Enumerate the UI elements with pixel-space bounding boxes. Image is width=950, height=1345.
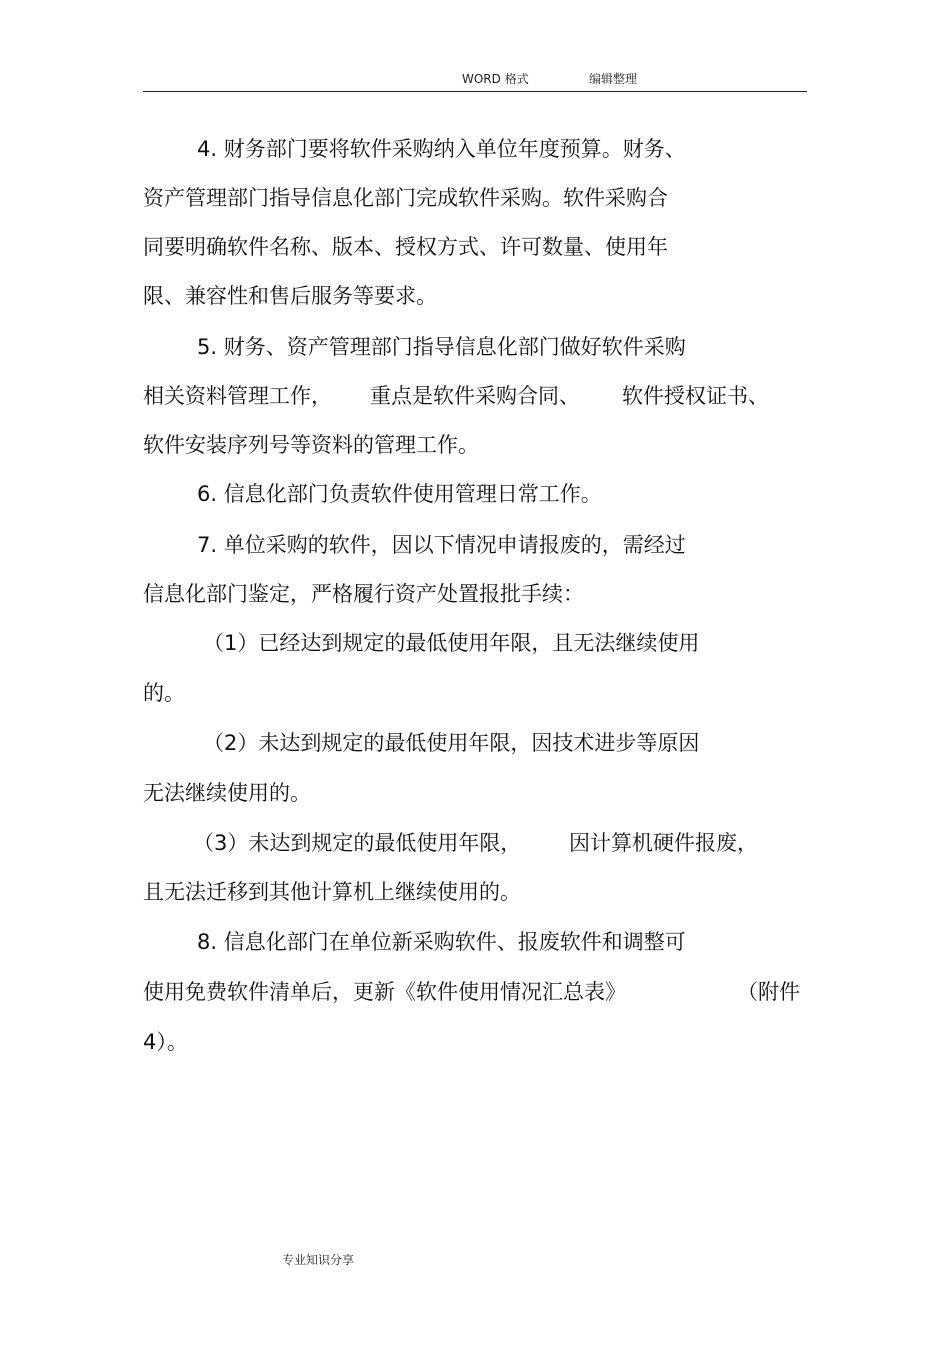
- page-header: [0, 70, 950, 90]
- item-2-line-2: 无法继续使用的。: [143, 781, 311, 805]
- paragraph-6-line-1: 6. 信息化部门负责软件使用管理日常工作。: [197, 482, 602, 506]
- paragraph-5-line-1: 5. 财务、资产管理部门指导信息化部门做好软件采购: [197, 335, 686, 359]
- paragraph-4-line-2: 资产管理部门指导信息化部门完成软件采购。软件采购合: [143, 186, 668, 210]
- header-format-label: WORD 格式: [462, 72, 529, 86]
- paragraph-8-line-1: 8. 信息化部门在单位新采购软件、报废软件和调整可: [197, 930, 686, 954]
- header-divider: [143, 91, 807, 92]
- item-1-line-1: （1）已经达到规定的最低使用年限，且无法继续使用: [203, 631, 700, 655]
- paragraph-8-line-3: 4）。: [143, 1030, 188, 1054]
- paragraph-5-line-3: 软件安装序列号等资料的管理工作。: [143, 433, 479, 457]
- paragraph-5-line-2a: 相关资料管理工作，: [143, 384, 332, 408]
- paragraph-5-line-2c: 软件授权证书、: [622, 384, 769, 408]
- paragraph-8-line-2b: （附件: [737, 980, 800, 1004]
- paragraph-5-line-2b: 重点是软件采购合同、: [370, 384, 580, 408]
- item-3-line-1a: （3）未达到规定的最低使用年限，: [193, 831, 522, 855]
- paragraph-4-line-3: 同要明确软件名称、版本、授权方式、许可数量、使用年: [143, 235, 668, 259]
- header-edit-label: 编辑整理: [589, 72, 638, 86]
- paragraph-4-line-4: 限、兼容性和售后服务等要求。: [143, 284, 437, 308]
- page-footer: 专业知识分享: [282, 1253, 355, 1267]
- paragraph-7-line-1: 7. 单位采购的软件，因以下情况申请报废的，需经过: [197, 533, 686, 557]
- item-3-line-2: 且无法迁移到其他计算机上继续使用的。: [143, 880, 521, 904]
- item-2-line-1: （2）未达到规定的最低使用年限，因技术进步等原因: [203, 731, 700, 755]
- paragraph-4-line-1: 4. 财务部门要将软件采购纳入单位年度预算。财务、: [197, 137, 686, 161]
- paragraph-7-line-2: 信息化部门鉴定，严格履行资产处置报批手续：: [143, 582, 584, 606]
- item-1-line-2: 的。: [143, 681, 185, 705]
- item-3-line-1b: 因计算机硬件报废，: [569, 831, 758, 855]
- paragraph-8-line-2a: 使用免费软件清单后，更新《软件使用情况汇总表》: [143, 980, 626, 1004]
